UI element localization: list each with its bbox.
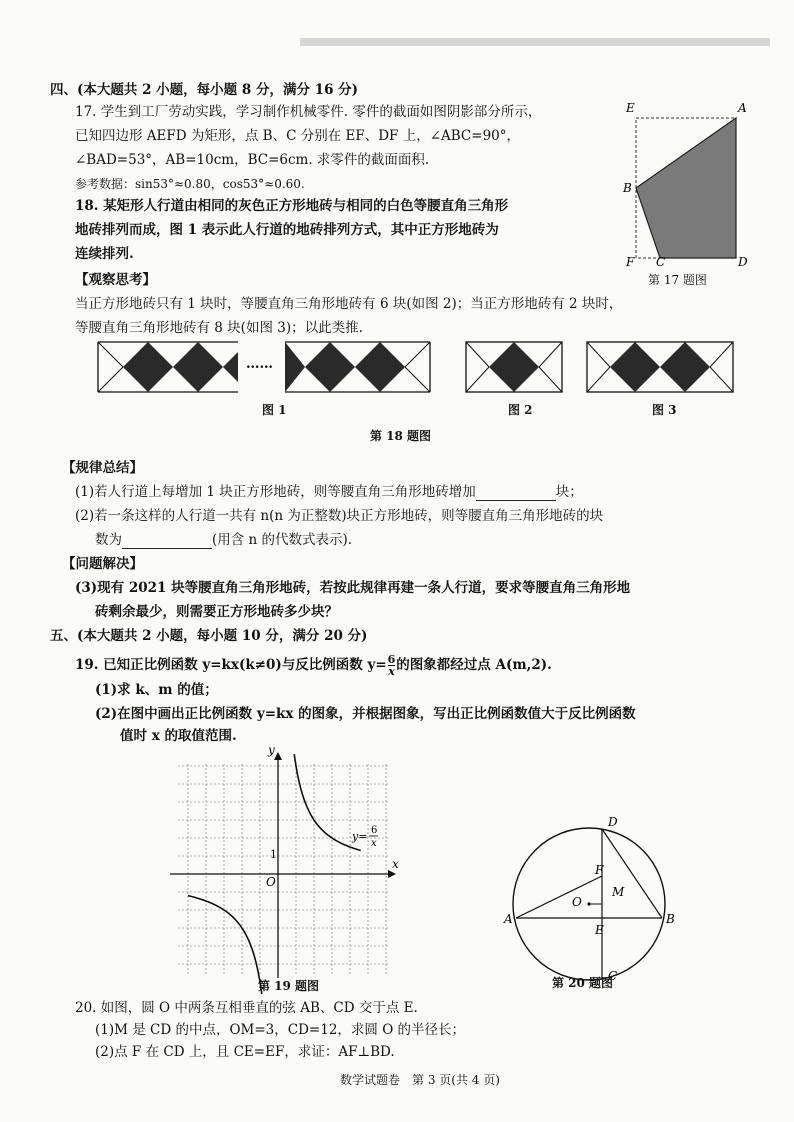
q19-part2-line2: 值时 x 的取值范围. <box>120 728 237 744</box>
q18-solve-line1: (3)现有 2021 块等腰直角三角形地砖，若按此规律再建一条人行道，要求等腰直角三角形地 <box>75 580 631 596</box>
q17-label-e: E <box>626 101 635 115</box>
q19-line1-text: 19. 已知正比例函数 y=kx(k≠0)与反比例函数 y= <box>75 657 387 673</box>
q18-rule1-suffix: 块； <box>555 484 583 500</box>
q20-label-o: O <box>572 895 582 909</box>
q17-label-c: C <box>656 255 666 269</box>
q19-caption: 第 19 题图 <box>258 979 320 993</box>
q20-label-f: F <box>595 863 604 877</box>
q19-x-arrow <box>388 870 396 878</box>
q18-rule2-blank[interactable] <box>122 534 212 549</box>
q20-caption: 第 20 题图 <box>552 976 614 990</box>
q19-line1 <box>75 654 552 677</box>
q17-line2: 已知四边形 AEFD 为矩形，点 B、C 分别在 EF、DF 上，∠ABC=90°， <box>75 128 521 144</box>
q18-figure-1-left <box>98 342 238 397</box>
q19-graph <box>170 743 400 978</box>
q19-label-x: x <box>392 857 399 871</box>
q20-figure <box>502 812 702 982</box>
q18-observe-line1: 当正方形地砖只有 1 块时，等腰直角三角形地砖有 6 块(如图 2)；当正方形地砖有 2 块时， <box>75 296 623 312</box>
section5-heading: 五、(本大题共 2 小题，每小题 10 分，满分 20 分) <box>50 628 368 644</box>
q18-fig1-label: 图 1 <box>262 403 287 417</box>
q20-label-c: C <box>608 969 618 983</box>
q19-line1-tail: 的图象都经过点 A(m,2). <box>396 657 552 673</box>
q17-figure <box>620 98 770 268</box>
q18-rule2-line1: (2)若一条这样的人行道一共有 n(n 为正整数)块正方形地砖，则等腰直角三角形地砖的块 <box>75 508 604 524</box>
q18-fig2-label: 图 2 <box>508 403 533 417</box>
q19-part2-line1: (2)在图中画出正比例函数 y=kx 的图象，并根据图象，写出正比例函数值大于反比例函数 <box>95 706 636 722</box>
q19-frac-den: x <box>388 665 395 678</box>
q18-line3: 连续排列. <box>75 246 134 262</box>
q18-fig3-label: 图 3 <box>652 403 677 417</box>
q18-figure-1-right <box>285 342 435 397</box>
q19-label-one: 1 <box>270 848 277 861</box>
q19-frac-num: 6 <box>387 653 396 666</box>
q17-label-b: B <box>623 181 632 195</box>
q20-label-e: E <box>595 923 604 937</box>
section4-heading: 四、(本大题共 2 小题，每小题 8 分，满分 16 分) <box>50 82 359 98</box>
q20-label-d: D <box>608 815 618 829</box>
q20-part2: (2)点 F 在 CD 上，且 CE=EF，求证：AF⊥BD. <box>95 1044 395 1060</box>
q20-line1: 20. 如图，圆 O 中两条互相垂直的弦 AB、CD 交于点 E. <box>75 1000 418 1016</box>
q18-figure-2 <box>466 342 566 397</box>
q17-label-a: A <box>738 101 747 115</box>
q19-curve-q3 <box>188 896 262 994</box>
q19-label-origin: O <box>266 875 276 889</box>
q18-observe-line2: 等腰直角三角形地砖有 8 块(如图 3)；以此类推. <box>75 320 363 336</box>
q20-label-a: A <box>504 912 513 926</box>
q19-y-arrow <box>274 752 282 760</box>
q20-label-m: M <box>612 885 625 899</box>
top-scan-bar <box>300 38 770 46</box>
q17-caption: 第 17 题图 <box>648 273 707 287</box>
q18-caption: 第 18 题图 <box>370 429 432 443</box>
q17-label-d: D <box>738 255 748 269</box>
q19-curve-label-den: x <box>371 838 377 849</box>
q19-part1: (1)求 k、m 的值； <box>95 682 218 698</box>
q19-fraction <box>388 654 396 677</box>
q18-rule1 <box>75 484 583 501</box>
q20-part1: (1)M 是 CD 的中点，OM=3，CD=12，求圆 O 的半径长； <box>95 1022 466 1038</box>
q18-rule-title: 【规律总结】 <box>62 460 143 476</box>
q19-curve-label: y= <box>352 830 368 843</box>
q18-rule2-suffix: (用含 n 的代数式表示). <box>212 532 353 548</box>
q19-grid <box>178 764 390 976</box>
q18-line2: 地砖排列而成，图 1 表示此人行道的地砖排列方式，其中正方形地砖为 <box>75 222 499 238</box>
q17-reference-data: 参考数据：sin53°≈0.80，cos53°≈0.60. <box>75 177 305 191</box>
q19-curve-label-num: 6 <box>371 825 378 836</box>
q20-label-b: B <box>666 912 675 926</box>
q18-line1: 18. 某矩形人行道由相同的灰色正方形地砖与相同的白色等腰直角三角形 <box>75 198 509 214</box>
q18-rule1-blank[interactable] <box>476 486 556 501</box>
page-footer: 数学试题卷 第 3 页(共 4 页) <box>340 1073 500 1087</box>
q18-solve-title: 【问题解决】 <box>62 556 143 572</box>
q17-line3: ∠BAD=53°，AB=10cm，BC=6cm. 求零件的截面面积. <box>75 152 430 168</box>
q18-observe-title: 【观察思考】 <box>75 272 156 288</box>
q18-rule2-text: 数为 <box>95 532 122 548</box>
q18-rule1-text: (1)若人行道上每增加 1 块正方形地砖，则等腰直角三角形地砖增加 <box>75 484 476 500</box>
q19-label-y: y <box>268 743 275 757</box>
q17-line1: 17. 学生到工厂劳动实践，学习制作机械零件. 零件的截面如图阴影部分所示， <box>75 104 542 120</box>
q18-solve-line2: 砖剩余最少，则需要正方形地砖多少块？ <box>95 604 338 620</box>
q18-figure-3 <box>587 342 737 397</box>
q18-dots: …… <box>246 356 273 372</box>
q18-rule2-line2 <box>95 532 352 549</box>
q17-label-f: F <box>626 255 635 269</box>
